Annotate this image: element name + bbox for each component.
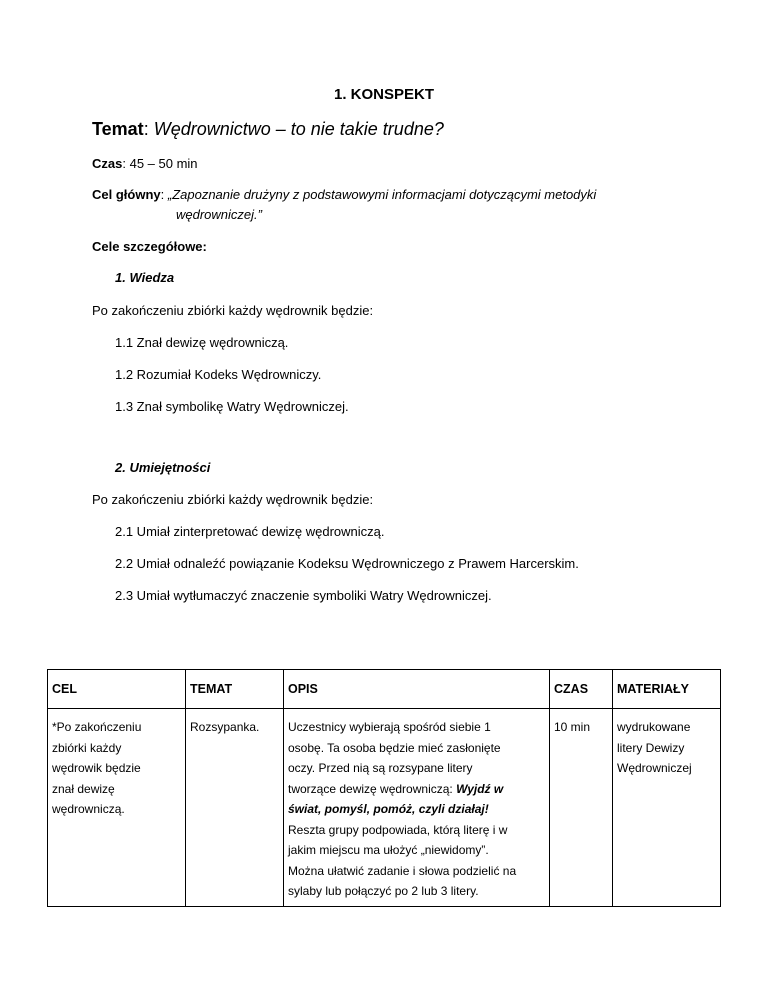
- header-materialy: MATERIAŁY: [613, 670, 721, 709]
- section-knowledge-title: 1. Wiedza: [115, 270, 175, 285]
- cell-temat: [186, 709, 284, 907]
- opis-line: oczy. Przed nią są rozsypane litery: [288, 761, 473, 775]
- opis-line: [288, 799, 545, 820]
- opis-line: Można ułatwić zadanie i słowa podzielić na: [288, 863, 517, 878]
- knowledge-item: 1.3 Znał symbolikę Watry Wędrowniczej.: [115, 399, 349, 414]
- header-opis: OPIS: [284, 670, 550, 709]
- opis-line: [288, 779, 545, 800]
- materialy-line: Wędrowniczej: [617, 761, 692, 775]
- opis-line: Reszta grupy podpowiada, którą literę i w: [288, 822, 508, 837]
- header-cel: CEL: [48, 670, 186, 709]
- main-goal-text-1: „Zapoznanie drużyny z podstawowymi informacjami dotyczącymi metodyki: [167, 187, 597, 202]
- cel-line: *Po zakończeniu: [52, 720, 142, 734]
- time-label: Czas: [92, 156, 123, 171]
- section-knowledge-intro: Po zakończeniu zbiórki każdy wędrownik będzie:: [92, 303, 374, 318]
- cell-materialy: [613, 709, 721, 907]
- topic-label: Temat: [92, 119, 144, 139]
- materialy-line: wydrukowane: [617, 720, 691, 734]
- opis-line: osobę. Ta osoba będzie mieć zasłonięte: [288, 740, 501, 755]
- opis-line: jakim miejscu ma ułożyć „niewidomy”.: [288, 843, 489, 857]
- motto-text: świat, pomyśl, pomóż, czyli działaj!: [288, 802, 489, 816]
- czas-text: 10 min: [554, 720, 591, 734]
- skills-item: 2.1 Umiał zinterpretować dewizę wędrowniczą.: [115, 524, 385, 539]
- skills-item: 2.3 Umiał wytłumaczyć znaczenie symboliki Watry Wędrowniczej.: [115, 588, 492, 603]
- cel-line: wędrowik będzie: [52, 761, 141, 775]
- main-goal-line-2: [176, 207, 262, 222]
- topic-value: Wędrownictwo – to nie takie trudne?: [153, 119, 444, 139]
- opis-line-text: tworzące dewizę wędrowniczą:: [288, 781, 457, 796]
- section-skills-intro: Po zakończeniu zbiórki każdy wędrownik będzie:: [92, 492, 374, 507]
- cell-cel: [48, 709, 186, 907]
- skills-item: 2.2 Umiał odnaleźć powiązanie Kodeksu Wędrowniczego z Prawem Harcerskim.: [115, 556, 579, 571]
- main-goal-line: Cel główny: „Zapoznanie drużyny z podstawowymi informacjami dotyczącymi metodyki: [92, 187, 597, 202]
- cell-czas: [550, 709, 613, 907]
- cell-opis: [284, 709, 550, 907]
- header-temat: TEMAT: [186, 670, 284, 709]
- opis-line: sylaby lub połączyć po 2 lub 3 litery.: [288, 884, 479, 898]
- motto-text: Wyjdź w: [456, 781, 504, 796]
- table-row: [48, 709, 721, 907]
- header-czas: CZAS: [550, 670, 613, 709]
- table-header-row: [48, 670, 721, 709]
- cel-line: zbiórki każdy: [52, 740, 122, 755]
- cel-line: znał dewizę: [52, 781, 115, 796]
- knowledge-item: 1.2 Rozumiał Kodeks Wędrowniczy.: [115, 367, 322, 382]
- document-heading: 1. KONSPEKT: [333, 86, 435, 103]
- time-line: Czas: 45 – 50 min: [92, 156, 198, 171]
- specific-goals-heading: Cele szczegółowe:: [92, 239, 207, 254]
- main-goal-label: Cel główny: [92, 187, 161, 202]
- knowledge-item: 1.1 Znał dewizę wędrowniczą.: [115, 335, 289, 350]
- time-value: 45 – 50 min: [129, 156, 198, 171]
- lesson-plan-table: [47, 669, 721, 907]
- temat-text: Rozsypanka.: [190, 720, 260, 734]
- materialy-line: litery Dewizy: [617, 740, 685, 755]
- topic-line: Temat: Wędrownictwo – to nie takie trudne?: [92, 119, 444, 139]
- section-skills-title: 2. Umiejętności: [115, 460, 211, 475]
- main-goal-text-2: wędrowniczej.”: [176, 207, 262, 222]
- opis-line: Uczestnicy wybierają spośród siebie 1: [288, 720, 491, 734]
- cel-line: wędrowniczą.: [52, 802, 125, 816]
